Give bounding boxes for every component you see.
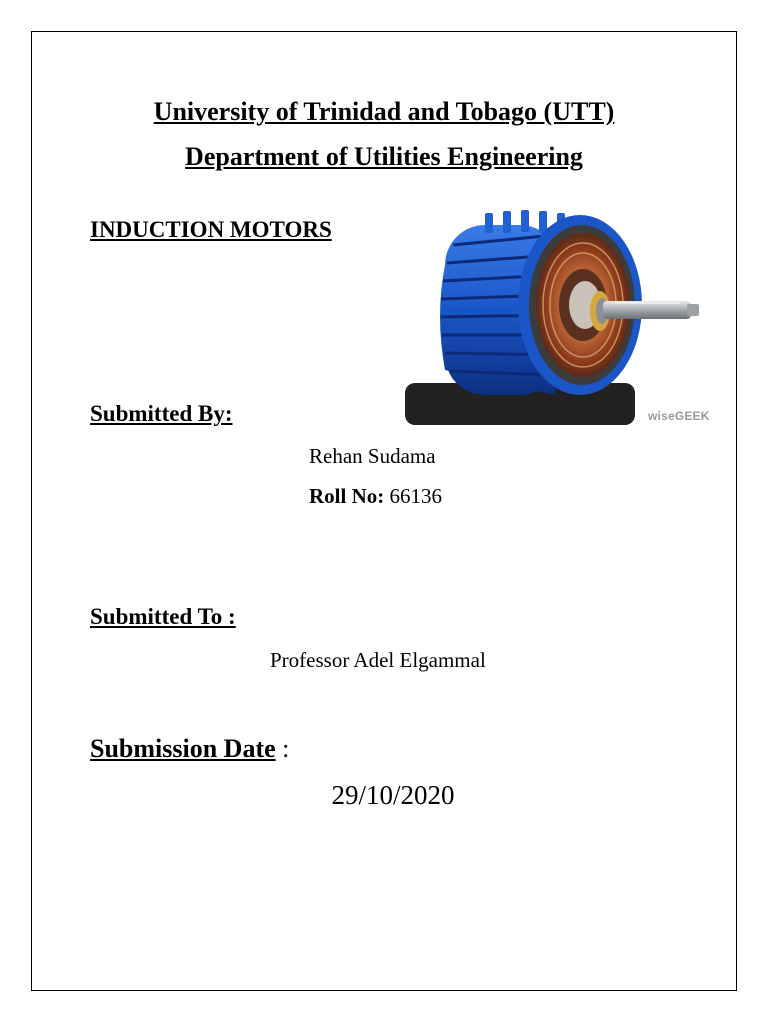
- department-title: Department of Utilities Engineering: [185, 142, 583, 171]
- topic-heading: INDUCTION MOTORS: [90, 217, 332, 242]
- submission-date-value: 29/10/2020: [331, 780, 455, 810]
- image-watermark: wiseGEEK: [648, 409, 710, 423]
- roll-number-line: [309, 483, 442, 509]
- submitted-to-label: Submitted To :: [90, 604, 236, 629]
- professor-name: Professor Adel Elgammal: [270, 648, 486, 672]
- author-name: Rehan Sudama: [309, 444, 436, 468]
- university-title: University of Trinidad and Tobago (UTT): [153, 97, 615, 126]
- induction-motor-image: [405, 205, 710, 425]
- roll-number-label: Roll No:: [309, 484, 385, 508]
- submission-date-label: Submission Date: [90, 734, 276, 763]
- submitted-by-label: Submitted By:: [90, 401, 233, 426]
- submission-date-heading: [90, 733, 289, 765]
- submission-date-separator: :: [282, 734, 290, 763]
- page-border: [31, 31, 737, 991]
- roll-number-value: 66136: [389, 484, 442, 508]
